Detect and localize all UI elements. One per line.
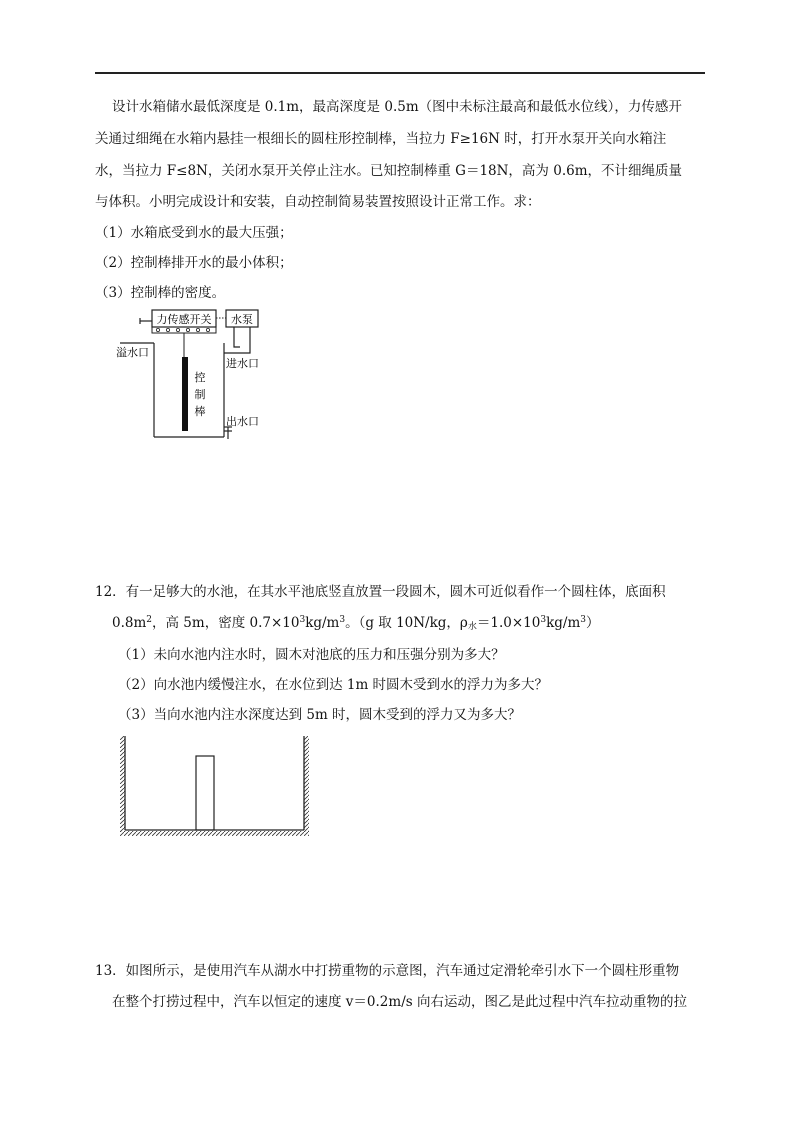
bottom-hatch — [120, 831, 309, 836]
left-wall-hatch — [120, 736, 125, 832]
q11-sub-3: （3）控制棒的密度。 — [95, 285, 226, 301]
pool-figure — [112, 732, 312, 842]
control-rod — [182, 357, 188, 431]
q11-line-3: 水，当拉力 F≤8N，关闭水泵开关停止注水。已知控制棒重 G＝18N，高为 0.6m，不计细绳质量 — [95, 163, 682, 179]
q11-line-1: 设计水箱储水最低深度是 0.1m，最高深度是 0.5m（图中未标注最高和最低水位线），力传感开 — [112, 99, 682, 115]
q12-line-2: $0.8m^2$，高 5m，密度 $0.7\times 10^3kg/m^3$。（g 取 10N/kg，$\rho_水=1.0\times 10^3kg/m^3$） — [112, 615, 600, 632]
inlet-label: 进水口 — [226, 357, 259, 370]
right-wall-hatch — [304, 736, 309, 832]
sensor-label: 力传感开关 — [156, 313, 212, 326]
water-tank-figure — [110, 305, 280, 445]
outlet-label: 出水口 — [226, 415, 259, 428]
rod-char-1: 控 — [194, 371, 206, 384]
overflow-label: 溢水口 — [116, 346, 149, 359]
q12-sub-2: （2）向水池内缓慢注水，在水位到达 1m 时圆木受到水的浮力为多大？ — [118, 677, 549, 693]
q11-line-2: 关通过细绳在水箱内悬挂一根细长的圆柱形控制棒，当拉力 F≥16N 时，打开水泵开关向水箱注 — [95, 131, 667, 147]
q13-line-1: 13．如图所示，是使用汽车从湖水中打捞重物的示意图，汽车通过定滑轮牵引水下一个圆柱形重物 — [95, 963, 680, 979]
q12-line-1: 12．有一足够大的水池，在其水平池底竖直放置一段圆木，圆木可近似看作一个圆柱体，底面积 — [95, 584, 666, 600]
q12-sub-3: （3）当向水池内注水深度达到 5m 时，圆木受到的浮力又为多大？ — [118, 707, 522, 723]
pump-label: 水泵 — [231, 313, 253, 326]
q12-sub-1: （1）未向水池内注水时，圆木对池底的压力和压强分别为多大？ — [118, 647, 505, 663]
q11-sub-2: （2）控制棒排开水的最小体积； — [95, 255, 293, 271]
wooden-log — [196, 756, 214, 830]
rod-char-3: 棒 — [194, 405, 206, 418]
rod-char-2: 制 — [194, 388, 206, 401]
q13-line-2: 在整个打捞过程中，汽车以恒定的速度 v＝0.2m/s 向右运动，图乙是此过程中汽车拉动重物的拉 — [112, 994, 687, 1010]
header-rule — [95, 72, 705, 74]
q11-sub-1: （1）水箱底受到水的最大压强； — [95, 225, 293, 241]
q11-line-4: 与体积。小明完成设计和安装，自动控制简易装置按照设计正常工作。求： — [95, 194, 541, 210]
